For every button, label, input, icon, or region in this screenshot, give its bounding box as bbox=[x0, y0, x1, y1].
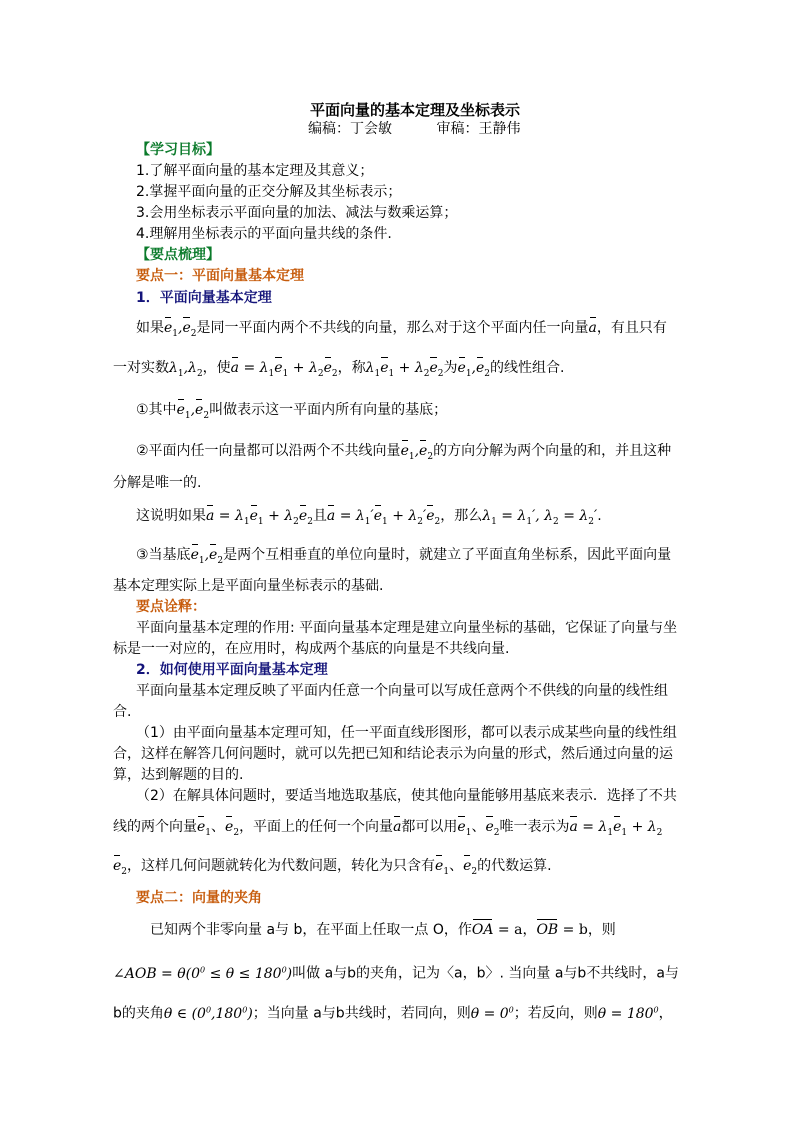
text: 如果 bbox=[136, 320, 164, 336]
s2-p1-line: 算，达到解题的目的. bbox=[113, 767, 244, 783]
text: 且 bbox=[312, 508, 327, 524]
comment-3-line2: 基本定理实际上是平面向量坐标表示的基础. bbox=[113, 578, 384, 594]
authors-line: 编稿：丁会敏 审稿：王静伟 bbox=[308, 121, 521, 137]
comment-2 bbox=[136, 441, 671, 467]
goal-item: 2.掌握平面向量的正交分解及其坐标表示； bbox=[136, 184, 402, 200]
basis-e1-e2: $e_1,e_2$ bbox=[457, 360, 491, 379]
text: 已知两个非零向量 a与 b，在平面上任取一点 O，作 bbox=[150, 922, 472, 938]
text: . bbox=[597, 508, 602, 524]
text: 唯一表示为 bbox=[499, 819, 570, 835]
comma: ， bbox=[658, 1005, 673, 1022]
angle-line-1 bbox=[150, 920, 616, 940]
s2-p2-line: （2）在解具体问题时，要适当地选取基底，使其他向量能够用基底来表示．选择了不共 bbox=[136, 788, 677, 804]
page-title: 平面向量的基本定理及坐标表示 bbox=[310, 101, 521, 119]
note-line: 平面向量基本定理的作用: 平面向量基本定理是建立向量坐标的基础，它保证了向量与坐 bbox=[136, 620, 678, 636]
text: ，则 bbox=[587, 922, 616, 938]
basis-e1-e2: $e_1,e_2$ bbox=[400, 443, 434, 462]
note-line: 标是一一对应的，在应用时，构成两个基底的向量是不共线向量. bbox=[113, 641, 510, 657]
point2-header: 要点二：向量的夹角 bbox=[136, 890, 262, 906]
formula-theta-0: $\theta = 0^0$ bbox=[470, 1005, 514, 1022]
linear-combination-formula: $a = \lambda_1e_1 + \lambda_2e_2$ bbox=[230, 360, 338, 379]
angle-line-3 bbox=[113, 1000, 673, 1024]
text: 、 bbox=[211, 819, 226, 835]
text: 线的两个向量 bbox=[113, 819, 197, 835]
text: ；当向量 a与b共线时，若同向，则 bbox=[252, 1005, 471, 1022]
s2-p2-line3 bbox=[113, 856, 552, 882]
sub1-header: 1．平面向量基本定理 bbox=[136, 290, 272, 306]
vector-a: a bbox=[393, 819, 402, 835]
text: 、 bbox=[449, 858, 464, 874]
text: 的代数运算. bbox=[477, 858, 552, 874]
text: ，称 bbox=[337, 360, 366, 376]
s2-p1-line: 合，这样在解答几何问题时，就可以先把已知和结论表示为向量的形式，然后通过向量的运 bbox=[113, 746, 673, 762]
text: 是同一平面内两个不共线的向量，那么对于这个平面内任一向量 bbox=[196, 320, 589, 336]
vector-e1: $e_1$ bbox=[435, 858, 450, 877]
goal-item: 4.理解用坐标表示的平面向量共线的条件. bbox=[136, 226, 392, 242]
text: 这说明如果 bbox=[136, 508, 206, 524]
text: 叫做 a与b的夹角，记为〈a，b〉. 当向量 a与b不共线时，a与 bbox=[292, 965, 679, 982]
goal-item: 3.会用坐标表示平面向量的加法、减法与数乘运算； bbox=[136, 205, 458, 221]
goal-item: 1.了解平面向量的基本定理及其意义； bbox=[136, 163, 374, 179]
angle-line-2 bbox=[113, 960, 679, 984]
vector-e1: $e_1$ bbox=[457, 819, 472, 838]
text: ，有且只有 bbox=[596, 320, 667, 336]
text: ，使 bbox=[202, 360, 231, 376]
formula-OA: OA = a bbox=[471, 922, 523, 938]
text: ，平面上的任何一个向量 bbox=[239, 819, 394, 835]
comment-1 bbox=[136, 400, 447, 426]
text: 一对实数 bbox=[113, 360, 169, 376]
s2-line: 平面向量基本定理反映了平面内任意一个向量可以写成任意两个不供线的向量的线性组 bbox=[136, 683, 668, 699]
vector-e2: $e_2$ bbox=[463, 858, 478, 877]
point1-header: 要点一：平面向量基本定理 bbox=[136, 268, 304, 284]
goals-header: 【学习目标】 bbox=[136, 142, 220, 158]
vector-e2: $e_2$ bbox=[225, 819, 240, 838]
text: 叫做表示这一平面内所有向量的基底； bbox=[209, 402, 448, 418]
text: ，这样几何问题就转化为代数问题，转化为只含有 bbox=[127, 858, 436, 874]
s2-p1-line: （1）由平面向量基本定理可知，任一平面直线形图形，都可以表示成某些向量的线性组 bbox=[136, 725, 677, 741]
text: ；若反向，则 bbox=[513, 1005, 598, 1022]
theorem-line-1 bbox=[136, 318, 667, 344]
s2-line: 合. bbox=[113, 704, 132, 720]
sub2-header: 2．如何使用平面向量基本定理 bbox=[136, 662, 328, 678]
comment-2-line2: 分解是唯一的. bbox=[113, 475, 202, 491]
vector-e2: $e_2$ bbox=[485, 819, 500, 838]
formula-a2: $a = \lambda_1'e_1 + \lambda_2'e_2$ bbox=[326, 508, 441, 527]
basis-e1-e2: $e_1,e_2$ bbox=[176, 402, 210, 421]
formula-angle-AOB: ∠AOB = $\theta(0^0 \le \theta \le 180^0)$ bbox=[113, 965, 293, 982]
text: ②平面内任一向量都可以沿两个不共线向量 bbox=[136, 443, 401, 459]
formula-unique: $a = \lambda_1e_1 + \lambda_2$ bbox=[569, 819, 663, 838]
vector-e2: $e_2$ bbox=[113, 858, 128, 877]
vector-a: a bbox=[588, 320, 597, 336]
text: ③当基底 bbox=[136, 547, 191, 563]
formula-OB: OB = b bbox=[536, 922, 588, 938]
lambda-pair: $\lambda_1,\lambda_2$ bbox=[169, 360, 203, 379]
text: b的夹角 bbox=[113, 1005, 164, 1022]
text: 的方向分解为两个向量的和，并且这种 bbox=[433, 443, 672, 459]
vector-e1: $e_1$ bbox=[197, 819, 212, 838]
s2-p2-line2 bbox=[113, 817, 662, 843]
formula-equal-lambdas: $\lambda_1 = \lambda_1'$, $\lambda_2 = \lambda_2'$ bbox=[482, 508, 598, 527]
text: 的线性组合. bbox=[490, 360, 565, 376]
text: 、 bbox=[471, 819, 486, 835]
comment-3 bbox=[136, 545, 671, 571]
combination-expr: $\lambda_1e_1 + \lambda_2e_2$ bbox=[365, 360, 444, 379]
formula-theta-180: $\theta = 180^0$ bbox=[597, 1005, 659, 1022]
summary-header: 【要点梳理】 bbox=[136, 247, 220, 263]
uniqueness-line bbox=[136, 506, 602, 532]
text: ①其中 bbox=[136, 402, 177, 418]
formula-a1: $a = \lambda_1e_1 + \lambda_2e_2$ bbox=[206, 508, 313, 527]
theorem-line-2 bbox=[113, 358, 564, 384]
text: 都可以用 bbox=[401, 819, 458, 835]
text: ， bbox=[522, 922, 537, 938]
text: 是两个互相垂直的单位向量时，就建立了平面直角坐标系，因此平面向量 bbox=[223, 547, 672, 563]
note-header: 要点诠释： bbox=[136, 599, 206, 615]
text: ，那么 bbox=[440, 508, 483, 524]
basis-e1-e2: $e_1,e_2$ bbox=[164, 320, 197, 339]
basis-e1-e2: $e_1,e_2$ bbox=[190, 547, 224, 566]
formula-theta-range: θ ∈ $(0^0,180^0)$ bbox=[163, 1005, 253, 1022]
text: 为 bbox=[443, 360, 458, 376]
